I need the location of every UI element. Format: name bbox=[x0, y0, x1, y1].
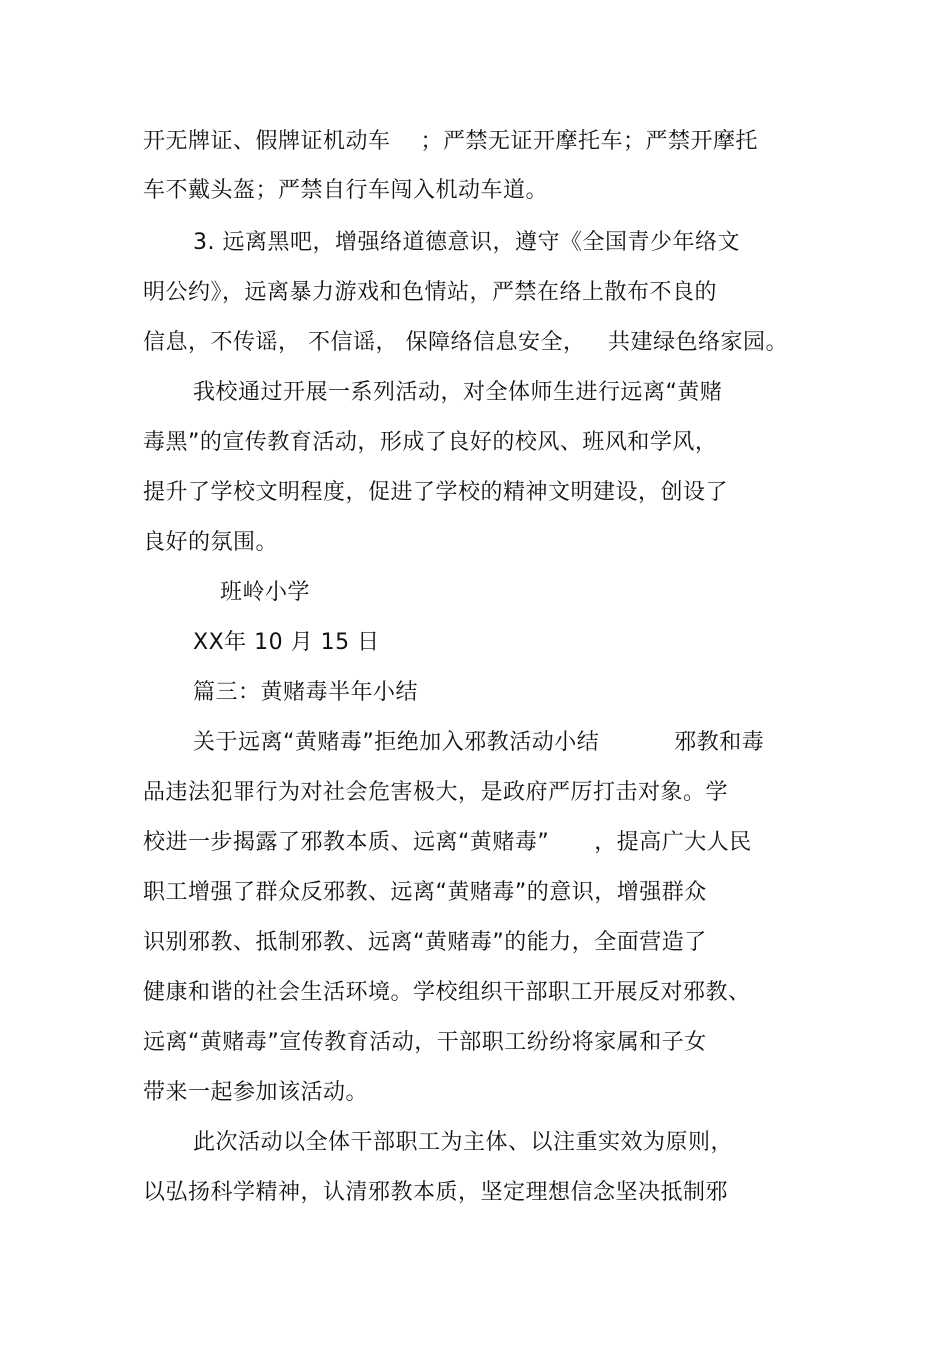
text-line: 我校通过开展一系列活动，对全体师生进行远离“黄赌 bbox=[193, 380, 723, 405]
text-line: 职工增强了群众反邪教、远离“黄赌毒”的意识，增强群众 bbox=[143, 880, 707, 905]
text-line: 毒黑”的宣传教育活动，形成了良好的校风、班风和学风， bbox=[143, 430, 718, 455]
text-line: 开无牌证、假牌证机动车 ；严禁无证开摩托车；严禁开摩托 bbox=[143, 129, 758, 154]
text-line: 车不戴头盔；严禁自行车闯入机动车道。 bbox=[143, 178, 549, 203]
text-line: 良好的氛围。 bbox=[143, 530, 279, 555]
text-line: 关于远离“黄赌毒”拒绝加入邪教活动小结 邪教和毒 bbox=[193, 730, 765, 755]
text-line: 识别邪教、抵制邪教、远离“黄赌毒”的能力，全面营造了 bbox=[143, 930, 707, 955]
text-line: 信息，不传谣， 不信谣， 保障络信息安全， 共建绿色络家园。 bbox=[143, 330, 788, 355]
text-line: 提升了学校文明程度，促进了学校的精神文明建设，创设了 bbox=[143, 480, 729, 505]
text-line: 此次活动以全体干部职工为主体、以注重实效为原则， bbox=[193, 1130, 734, 1155]
text-line: 远离“黄赌毒”宣传教育活动，干部职工纷纷将家属和子女 bbox=[143, 1030, 707, 1055]
section-heading: 篇三：黄赌毒半年小结 bbox=[193, 680, 419, 705]
text-line: 以弘扬科学精神，认清邪教本质，坚定理想信念坚决抵制邪 bbox=[143, 1180, 729, 1205]
text-line: 带来一起参加该活动。 bbox=[143, 1080, 369, 1105]
signature-date: XX年 10 月 15 日 bbox=[193, 630, 380, 655]
signature-school-name: 班岭小学 bbox=[220, 580, 311, 605]
text-line: 明公约》，远离暴力游戏和色情站，严禁在络上散布不良的 bbox=[143, 280, 718, 305]
text-line: 品违法犯罪行为对社会危害极大，是政府严厉打击对象。学 bbox=[143, 780, 729, 805]
text-line: 3. 远离黑吧，增强络道德意识，遵守《全国青少年络文 bbox=[193, 230, 740, 255]
text-line: 校进一步揭露了邪教本质、远离“黄赌毒” ，提高广大人民 bbox=[143, 830, 752, 855]
text-line: 健康和谐的社会生活环境。学校组织干部职工开展反对邪教、 bbox=[143, 980, 751, 1005]
